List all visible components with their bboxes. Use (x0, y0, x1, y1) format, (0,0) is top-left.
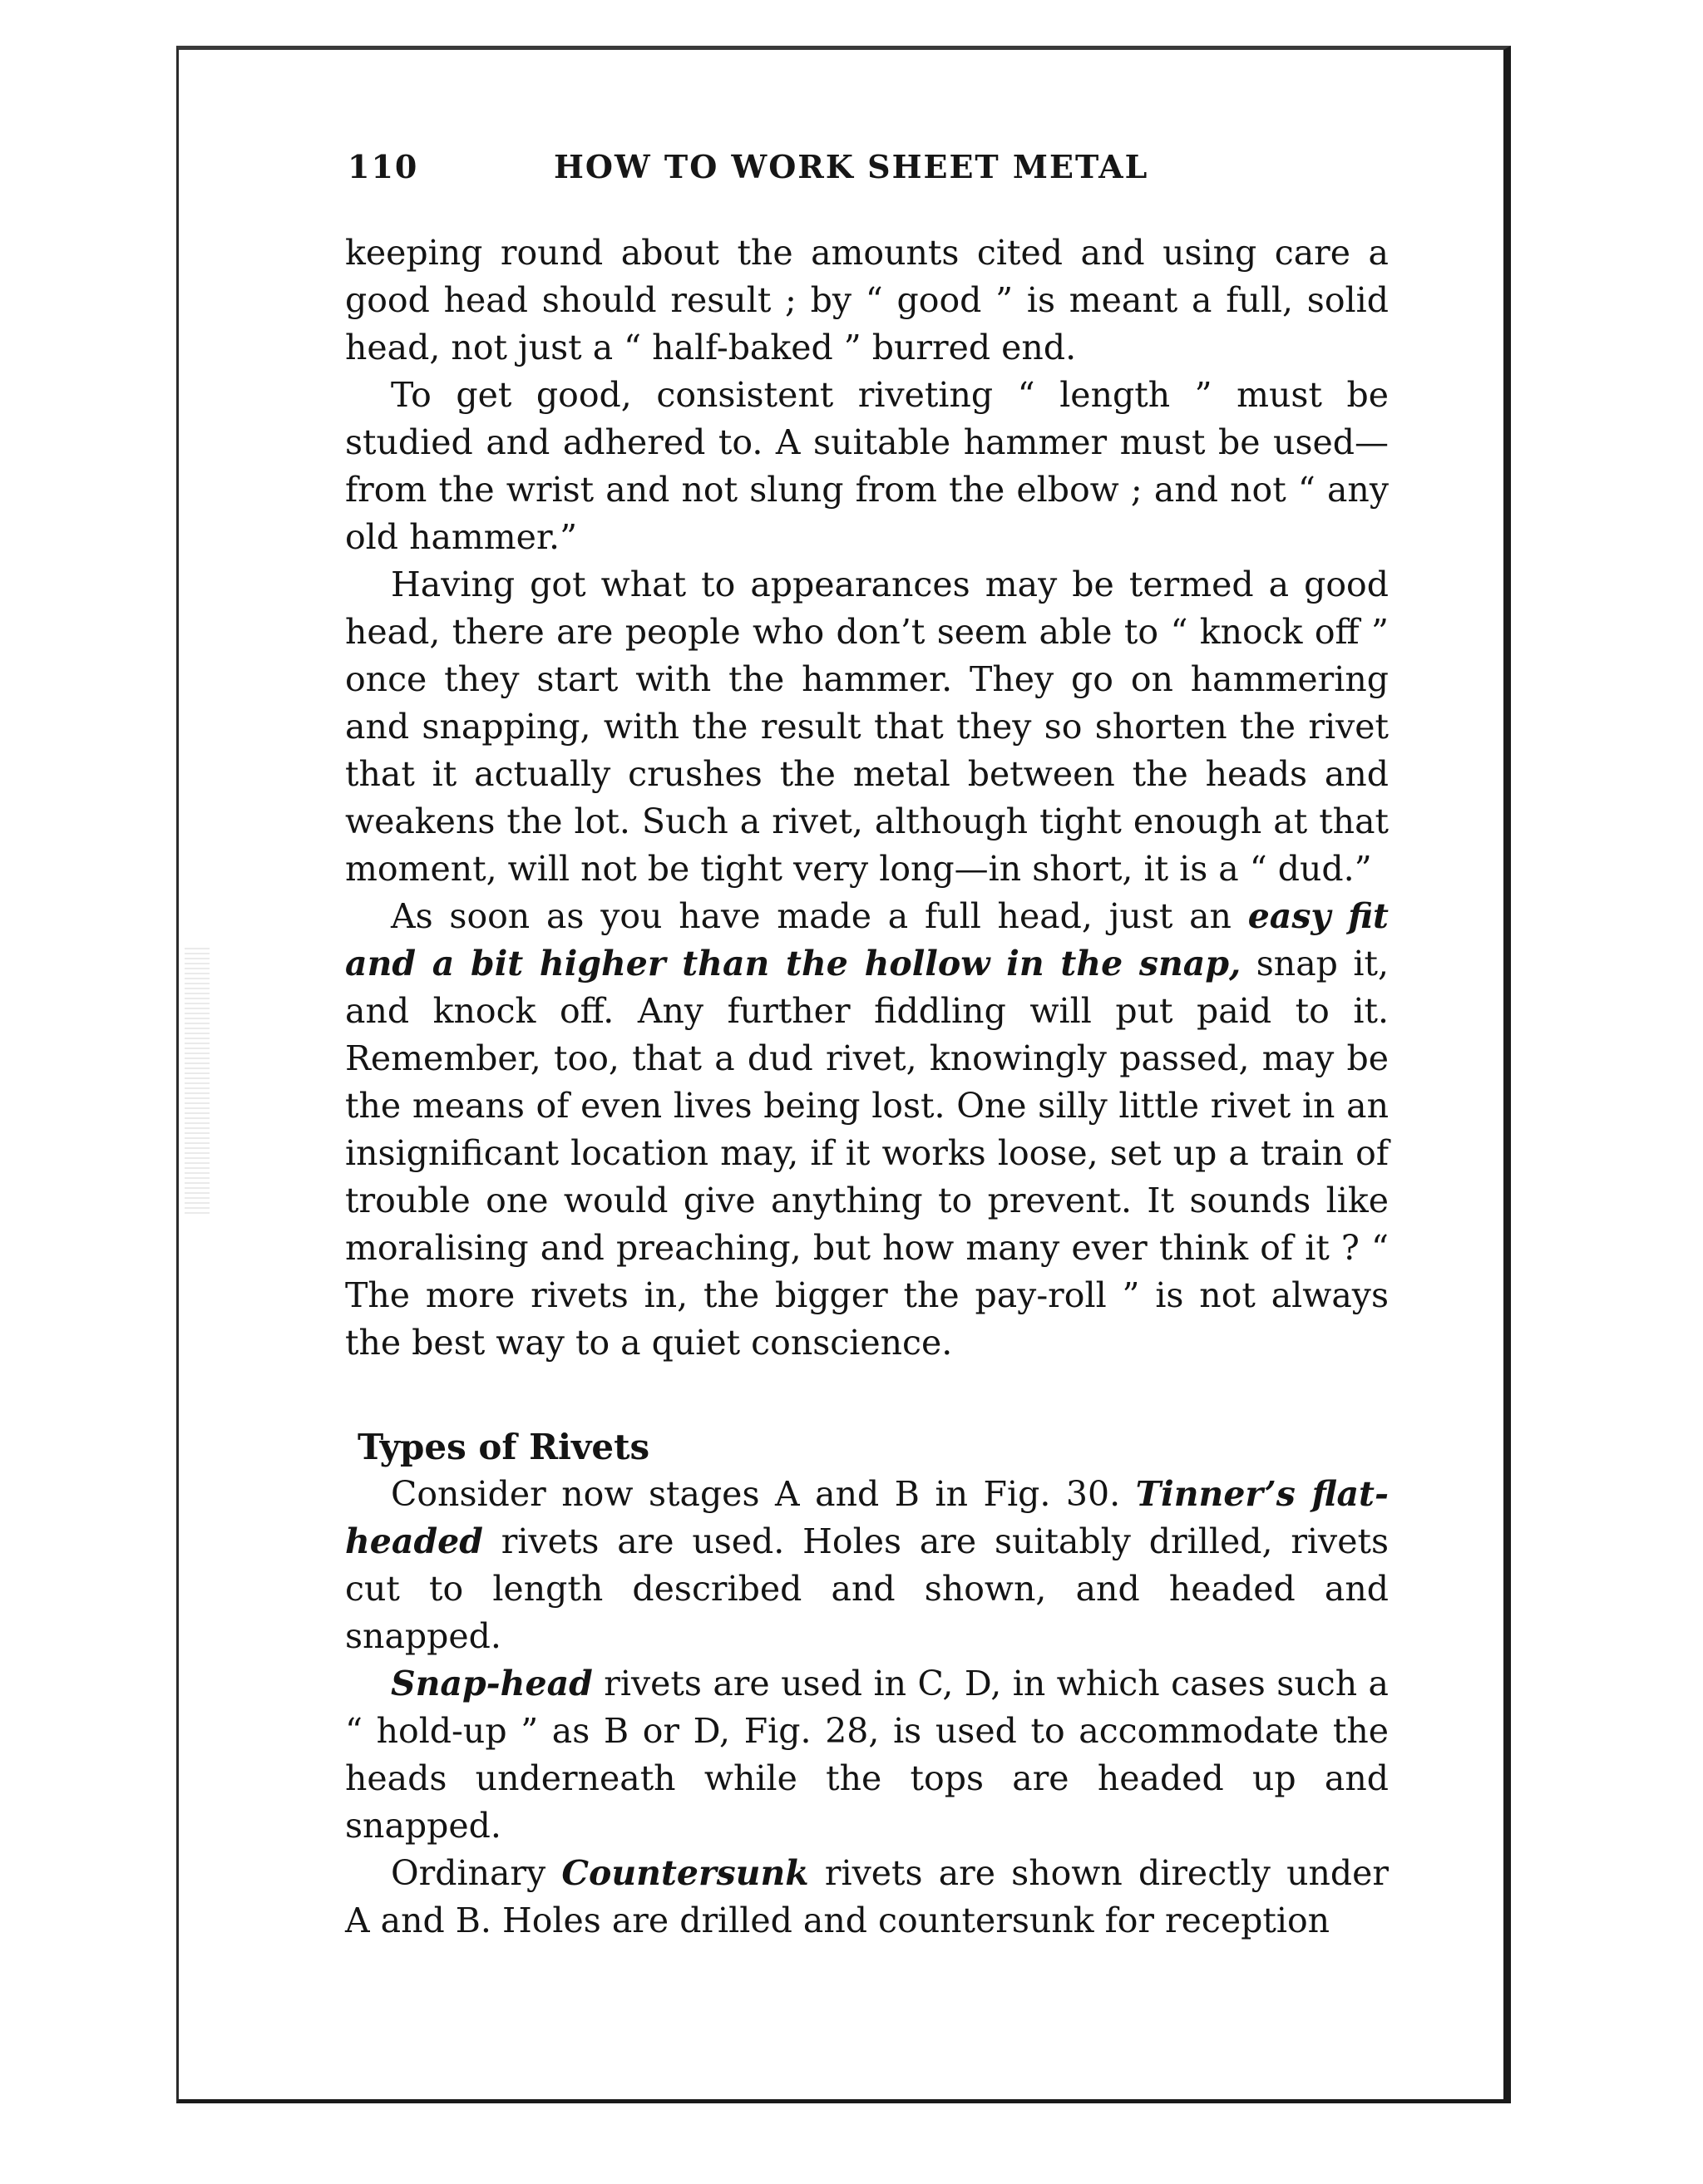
text-run: rivets are shown directly under A and B. Holes are drilled and countersunk for reception (345, 1853, 1389, 1940)
text-run: rivets are used. Holes are suitably drilled, rivets cut to length described and shown, and headed and snapped. (345, 1521, 1389, 1656)
page-header (348, 148, 1179, 198)
paragraph: To get good, consistent riveting “ length ” must be studied and adhered to. A suitable hammer must be used—from the wrist and not slung from the elbow ; and not “ any old hammer.” (345, 375, 1389, 557)
running-title: HOW TO WORK SHEET METAL (554, 148, 1149, 185)
paragraph: Having got what to appearances may be termed a good head, there are people who don’t seem able to “ knock off ” once they start with the hammer. They go on hammering and snapping, with the result that they so shorten the rivet that it actually crushes the metal between the heads and weakens the lot. Such a rivet, although tight enough at that moment, will not be tight very long—in short, it is a “ dud.” (345, 564, 1389, 889)
italic-emphasis: Tinner’s flat-headed (345, 1474, 1389, 1561)
italic-emphasis: easy fit and a bit higher than the hollow in the snap, (345, 896, 1389, 984)
text-run: Ordinary (391, 1853, 562, 1893)
paragraph (345, 1660, 1389, 1850)
section-heading: Types of Rivets (358, 1427, 650, 1467)
text-run: snap it, and knock off. Any further fiddling will put paid to it. Remember, too, that a dud rivet, knowingly passed, may be the means of even lives being lost. One silly little rivet in an insignificant location may, if it works loose, set up a train of trouble one would give anything to prevent. It sounds like moralising and preaching, but how many ever think of it ? “ The more rivets in, the bigger the pay-roll ” is not always the best way to a quiet conscience. (345, 944, 1390, 1363)
italic-emphasis: Countersunk (561, 1853, 809, 1893)
paragraph (345, 1850, 1389, 1945)
text-run: Consider now stages A and B in Fig. 30. (391, 1474, 1136, 1514)
body-text (345, 229, 1389, 1945)
paragraph: keeping round about the amounts cited and using care a good head should result ; by “ good ” is meant a full, solid head, not just a “ half-baked ” burred end. (345, 233, 1389, 367)
text-run: rivets are used in C, D, in which cases such a “ hold-up ” as B or D, Fig. 28, is used to accommodate the heads underneath while the tops are headed up and snapped. (345, 1664, 1389, 1846)
italic-emphasis: Snap-head (391, 1664, 593, 1703)
paragraph (345, 1471, 1389, 1660)
text-run: As soon as you have made a full head, just an (391, 896, 1248, 936)
scan-speckle (185, 948, 210, 1214)
paragraph (345, 893, 1389, 1367)
page-number: 110 (348, 148, 419, 185)
